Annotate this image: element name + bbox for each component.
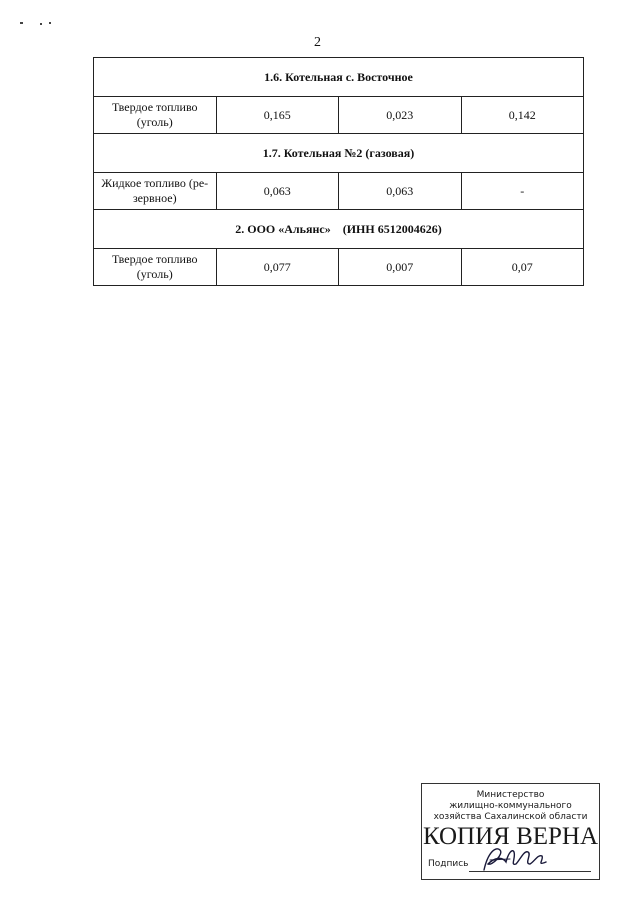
table-row (94, 249, 584, 286)
value-cell: 0,165 (216, 97, 339, 134)
fuel-type-cell: Жидкое топливо (ре-зервное) (94, 173, 217, 210)
section-title: 1.7. Котельная №2 (газовая) (94, 134, 584, 173)
value-cell: 0,07 (461, 249, 584, 286)
table-row (94, 173, 584, 210)
value-cell: 0,023 (339, 97, 462, 134)
table-row (94, 97, 584, 134)
value-cell: 0,142 (461, 97, 584, 134)
scan-dot (20, 22, 23, 24)
stamp-signature-label: Подпись (428, 859, 469, 869)
page-number: 2 (314, 35, 321, 50)
value-cell: - (461, 173, 584, 210)
stamp-ministry-line: жилищно-коммунального (449, 801, 572, 811)
stamp-ministry-line: Министерство (476, 790, 545, 800)
fuel-type-cell: Твердое топливо (уголь) (94, 97, 217, 134)
table-section-row (94, 210, 584, 249)
value-cell: 0,077 (216, 249, 339, 286)
section-title: 2. ООО «Альянс» (ИНН 6512004626) (94, 210, 584, 249)
section-title: 1.6. Котельная с. Восточное (94, 58, 584, 97)
stamp-title: КОПИЯ ВЕРНА (422, 823, 599, 850)
value-cell: 0,063 (339, 173, 462, 210)
stamp-ministry-line: хозяйства Сахалинской области (433, 812, 588, 822)
value-cell: 0,063 (216, 173, 339, 210)
table-section-row (94, 58, 584, 97)
fuel-type-cell: Твердое топливо (уголь) (94, 249, 217, 286)
certified-copy-stamp (421, 783, 600, 880)
handwritten-signature-icon (480, 842, 550, 874)
value-cell: 0,007 (339, 249, 462, 286)
scan-dot (40, 23, 42, 25)
table-section-row (94, 134, 584, 173)
fuel-balance-table (93, 57, 584, 286)
scan-dot (49, 22, 51, 24)
